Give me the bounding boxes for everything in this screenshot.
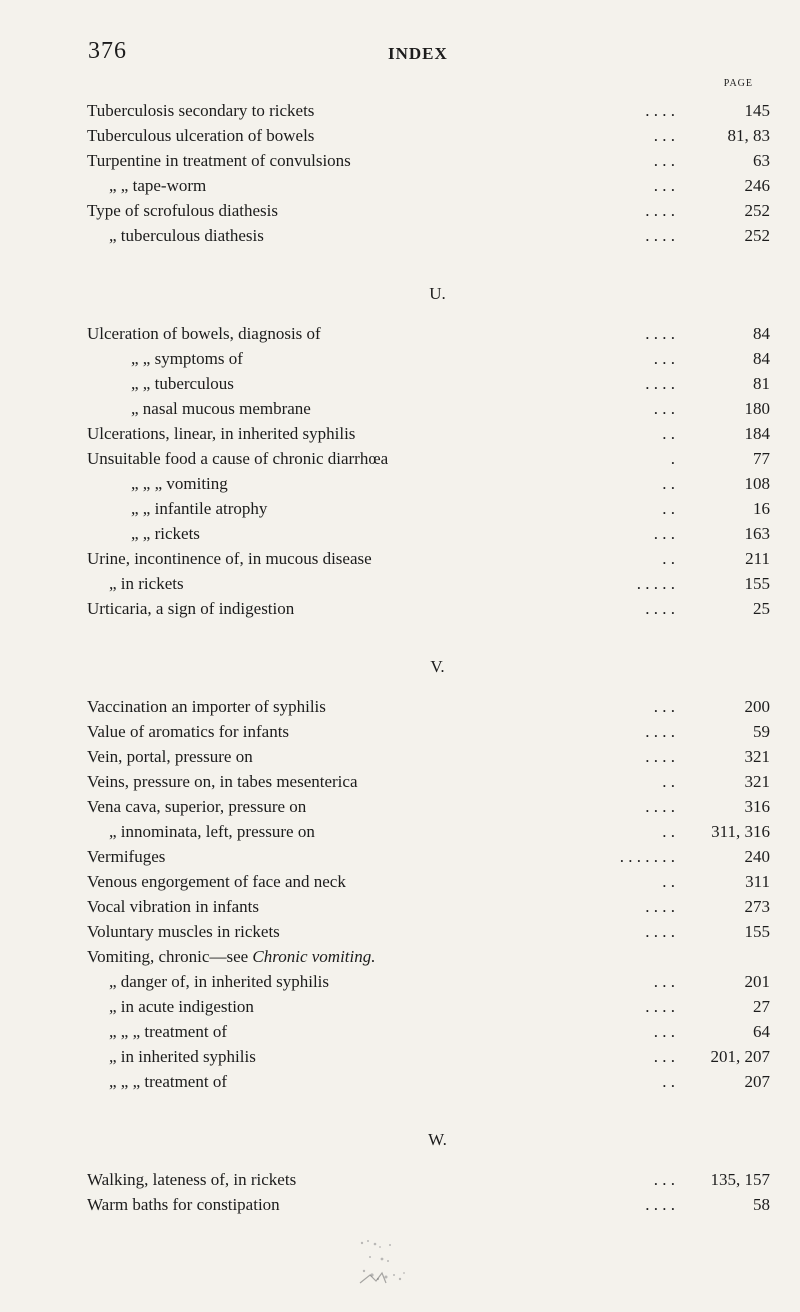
entry-term — [87, 421, 355, 446]
entry-term — [87, 794, 306, 819]
section-letter — [87, 639, 770, 694]
entry-term — [109, 994, 254, 1019]
entry-term-text: Unsuitable food a cause of chronic diarrhœa — [87, 449, 389, 468]
leader-dots: . . . . — [645, 226, 675, 245]
index-entry — [87, 148, 770, 173]
entry-page-refs: 252 — [744, 226, 770, 245]
page-number: 376 — [88, 38, 127, 64]
section-gap — [87, 248, 770, 266]
index-entry — [87, 869, 770, 894]
index-entry — [87, 496, 770, 521]
entry-term-text: „ in inherited syphilis — [109, 1047, 256, 1066]
entry-term — [87, 944, 376, 969]
entry-term — [87, 869, 346, 894]
entry-page-refs: 155 — [744, 574, 770, 593]
index-entry — [87, 371, 770, 396]
leader-dots: . . . . — [645, 324, 675, 343]
index-entry — [87, 571, 770, 596]
leader-dots: . . . — [653, 524, 675, 543]
leader-dots: . . . . — [645, 897, 675, 916]
leader-dots: . . . — [653, 1170, 675, 1189]
leader-dots: . — [670, 449, 675, 468]
leader-dots: . . — [662, 424, 675, 443]
entry-page-refs: 25 — [753, 599, 770, 618]
leader-dots: . . . . — [645, 997, 675, 1016]
leader-dots: . . — [662, 872, 675, 891]
index-entry — [87, 919, 770, 944]
entry-term-text: „ „ „ vomiting — [131, 474, 228, 493]
index-entry — [87, 421, 770, 446]
leader-dots: . . . . — [645, 101, 675, 120]
entry-term — [87, 148, 351, 173]
entry-page-refs: 145 — [744, 101, 770, 120]
entry-term — [87, 98, 314, 123]
entry-term-text: Vomiting, chronic—see — [87, 947, 253, 966]
leader-dots: . . — [662, 772, 675, 791]
entry-page-refs: 240 — [744, 847, 770, 866]
index-entry — [87, 321, 770, 346]
leader-dots: . . . . — [645, 922, 675, 941]
entry-term-text: Tuberculous ulceration of bowels — [87, 126, 315, 145]
entry-term — [87, 123, 314, 148]
index-entry — [87, 1167, 770, 1192]
entry-term — [87, 719, 289, 744]
entry-page-refs: 201 — [744, 972, 770, 991]
leader-dots: . . — [662, 1072, 675, 1091]
entry-term — [87, 744, 253, 769]
leader-dots: . . . . — [645, 722, 675, 741]
leader-dots: . . . . — [645, 599, 675, 618]
entry-page-refs: 321 — [744, 772, 770, 791]
entry-term — [87, 321, 321, 346]
leader-dots: . . — [662, 499, 675, 518]
entry-term — [109, 173, 206, 198]
entry-page-refs: 311 — [745, 872, 770, 891]
leader-dots: . . . . — [645, 201, 675, 220]
entry-term — [87, 919, 280, 944]
index-entry — [87, 769, 770, 794]
entry-term — [131, 346, 243, 371]
entry-page-refs: 155 — [744, 922, 770, 941]
entry-term — [131, 396, 311, 421]
leader-dots: . . . . — [645, 747, 675, 766]
entry-page-refs: 180 — [744, 399, 770, 418]
entry-page-refs: 58 — [753, 1195, 770, 1214]
entry-term-text: „ „ „ treatment of — [109, 1022, 227, 1041]
entry-page-refs: 84 — [753, 324, 770, 343]
leader-dots: . . . — [653, 126, 675, 145]
leader-dots: . . . — [653, 176, 675, 195]
entry-term-text: „ „ symptoms of — [131, 349, 243, 368]
entry-cross-reference: Chronic vomiting. — [252, 947, 376, 966]
entry-term — [87, 198, 278, 223]
entry-page-refs: 184 — [744, 424, 770, 443]
entry-term — [87, 546, 372, 571]
leader-dots: . . . — [653, 349, 675, 368]
running-head: INDEX — [388, 44, 448, 63]
entry-term-text: Value of aromatics for infants — [87, 722, 290, 741]
entry-page-refs: 108 — [744, 474, 770, 493]
entry-term-text: Venous engorgement of face and neck — [87, 872, 346, 891]
index-entry — [87, 546, 770, 571]
index-entries — [87, 98, 770, 1217]
section-gap — [87, 621, 770, 639]
leader-dots: . . . — [653, 151, 675, 170]
entry-term-text: Type of scrofulous diathesis — [87, 201, 278, 220]
entry-term — [131, 471, 228, 496]
entry-page-refs: 246 — [744, 176, 770, 195]
entry-page-refs: 273 — [744, 897, 770, 916]
index-entry — [87, 223, 770, 248]
entry-term-text: „ tuberculous diathesis — [109, 226, 264, 245]
entry-page-refs: 200 — [744, 697, 770, 716]
leader-dots: . . — [662, 549, 675, 568]
leader-dots: . . . — [653, 1022, 675, 1041]
entry-page-refs: 207 — [744, 1072, 770, 1091]
entry-term-text: „ in rickets — [109, 574, 184, 593]
index-entry — [87, 969, 770, 994]
page-column-label: PAGE — [723, 78, 753, 89]
section-letter-text: U. — [429, 284, 446, 303]
entry-term-text: „ „ rickets — [131, 524, 200, 543]
entry-page-refs: 201, 207 — [710, 1047, 770, 1066]
index-entry — [87, 719, 770, 744]
index-entry — [87, 98, 770, 123]
index-entry — [87, 346, 770, 371]
entry-term — [87, 1192, 280, 1217]
entry-page-refs: 252 — [744, 201, 770, 220]
index-entry — [87, 596, 770, 621]
index-entry — [87, 521, 770, 546]
entry-term-text: Urticaria, a sign of indigestion — [87, 599, 295, 618]
index-entry — [87, 123, 770, 148]
entry-page-refs: 311, 316 — [711, 822, 770, 841]
entry-page-refs: 27 — [753, 997, 770, 1016]
entry-term-text: „ nasal mucous membrane — [131, 399, 311, 418]
section-gap — [87, 1094, 770, 1112]
entry-term-text: Veins, pressure on, in tabes mesenterica — [87, 772, 358, 791]
index-entry — [87, 1044, 770, 1069]
entry-term-text: Walking, lateness of, in rickets — [87, 1170, 297, 1189]
entry-term-text: „ „ „ treatment of — [109, 1072, 227, 1091]
entry-term — [87, 446, 388, 471]
leader-dots: . . . . — [645, 797, 675, 816]
index-entry — [87, 744, 770, 769]
leader-dots: . . — [662, 474, 675, 493]
index-entry — [87, 1019, 770, 1044]
entry-term — [109, 1019, 227, 1044]
index-entry — [87, 1192, 770, 1217]
entry-term — [109, 1069, 227, 1094]
entry-page-refs: 163 — [744, 524, 770, 543]
index-entry — [87, 471, 770, 496]
section-letter-text: V. — [430, 657, 445, 676]
index-entry — [87, 1069, 770, 1094]
entry-term — [87, 894, 259, 919]
leader-dots: . . . . — [645, 374, 675, 393]
entry-term — [87, 844, 165, 869]
entry-term-text: „ danger of, in inherited syphilis — [109, 972, 330, 991]
entry-term — [109, 223, 264, 248]
index-entry — [87, 994, 770, 1019]
entry-term — [131, 496, 267, 521]
index-entry — [87, 844, 770, 869]
leader-dots: . . . — [653, 399, 675, 418]
entry-page-refs: 316 — [744, 797, 770, 816]
entry-term-text: Tuberculosis secondary to rickets — [87, 101, 315, 120]
entry-term — [131, 371, 234, 396]
entry-term — [131, 521, 200, 546]
entry-page-refs: 211 — [745, 549, 770, 568]
entry-term-text: Ulceration of bowels, diagnosis of — [87, 324, 321, 343]
index-entry — [87, 819, 770, 844]
index-entry — [87, 944, 770, 969]
section-letter-text: W. — [428, 1130, 447, 1149]
leader-dots: . . . — [653, 1047, 675, 1066]
entry-term-text: Vermifuges — [87, 847, 166, 866]
index-entry — [87, 794, 770, 819]
entry-term-text: „ „ tuberculous — [131, 374, 234, 393]
index-entry — [87, 446, 770, 471]
entry-term — [87, 769, 358, 794]
section-letter — [87, 1112, 770, 1167]
entry-page-refs: 16 — [753, 499, 770, 518]
entry-term-text: Vaccination an importer of syphilis — [87, 697, 326, 716]
leader-dots: . . — [662, 822, 675, 841]
ink-smudge-mark — [320, 1235, 460, 1295]
leader-dots: . . . . . . . — [619, 847, 675, 866]
entry-term-text: „ „ tape-worm — [109, 176, 207, 195]
entry-term-text: „ innominata, left, pressure on — [109, 822, 315, 841]
leader-dots: . . . — [653, 697, 675, 716]
entry-page-refs: 135, 157 — [710, 1170, 770, 1189]
entry-page-refs: 63 — [753, 151, 770, 170]
index-entry — [87, 396, 770, 421]
entry-term — [109, 969, 329, 994]
page-header — [88, 38, 770, 70]
entry-page-refs: 81 — [753, 374, 770, 393]
entry-term — [109, 1044, 256, 1069]
entry-term — [87, 694, 326, 719]
leader-dots: . . . — [653, 972, 675, 991]
entry-term — [109, 819, 315, 844]
entry-term-text: Vena cava, superior, pressure on — [87, 797, 307, 816]
entry-term-text: Vein, portal, pressure on — [87, 747, 253, 766]
index-entry — [87, 173, 770, 198]
entry-term-text: Voluntary muscles in rickets — [87, 922, 280, 941]
entry-term-text: Ulcerations, linear, in inherited syphilis — [87, 424, 356, 443]
entry-term — [87, 1167, 296, 1192]
entry-page-refs: 84 — [753, 349, 770, 368]
index-entry — [87, 694, 770, 719]
entry-term-text: Urine, incontinence of, in mucous disease — [87, 549, 372, 568]
entry-term-text: Warm baths for constipation — [87, 1195, 280, 1214]
entry-term-text: „ „ infantile atrophy — [131, 499, 268, 518]
leader-dots: . . . . . — [636, 574, 675, 593]
entry-page-refs: 64 — [753, 1022, 770, 1041]
index-entry — [87, 198, 770, 223]
entry-page-refs: 81, 83 — [727, 126, 770, 145]
index-entry — [87, 894, 770, 919]
entry-page-refs: 59 — [753, 722, 770, 741]
leader-dots: . . . . — [645, 1195, 675, 1214]
entry-term-text: „ in acute indigestion — [109, 997, 254, 1016]
entry-page-refs: 321 — [744, 747, 770, 766]
entry-term-text: Vocal vibration in infants — [87, 897, 260, 916]
entry-term — [87, 596, 294, 621]
entry-page-refs: 77 — [753, 449, 770, 468]
entry-term-text: Turpentine in treatment of convulsions — [87, 151, 351, 170]
section-letter — [87, 266, 770, 321]
entry-term — [109, 571, 184, 596]
